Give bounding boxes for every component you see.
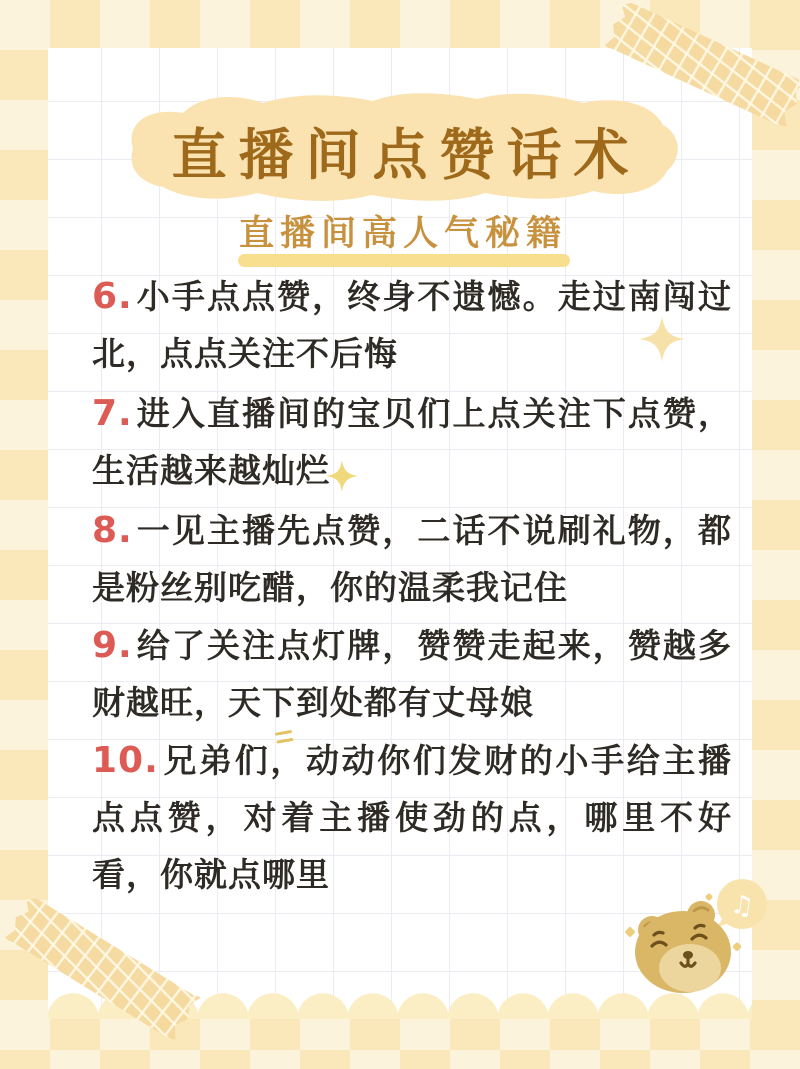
page-subtitle: 直播间高人气秘籍 <box>238 214 567 254</box>
item-number: 8. <box>92 510 133 551</box>
item-text: 兄弟们，动动你们发财的小手给主播点点赞，对着主播使劲的点，哪里不好看，你就点哪里 <box>92 741 732 894</box>
item-text: 小手点点赞，终身不遗憾。走过南闯过北，点点关注不后悔 <box>92 277 732 373</box>
item-number: 10. <box>92 740 159 781</box>
sparkle-icon <box>639 316 685 362</box>
list-item <box>92 268 732 382</box>
bear-nose <box>683 951 693 959</box>
item-number: 7. <box>92 393 133 434</box>
item-text: 进入直播间的宝贝们上点关注下点赞，生活越来越灿烂 <box>92 394 732 490</box>
bear-muzzle <box>659 944 721 992</box>
item-text: 给了关注点灯牌，赞赞走起来，赞越多财越旺，天下到处都有丈母娘 <box>92 626 732 722</box>
item-number: 6. <box>92 276 133 317</box>
page-title: 直播间点赞话术 <box>171 123 641 187</box>
music-note-icon: ♫ <box>728 889 756 923</box>
speech-bubble-icon <box>716 879 767 929</box>
list-item <box>92 385 732 499</box>
sparkle-icon <box>326 460 358 492</box>
item-text: 一见主播先点赞，二话不说刷礼物，都是粉丝别吃醋，你的温柔我记住 <box>92 511 732 607</box>
item-number: 9. <box>92 625 133 666</box>
bear-icon <box>598 858 790 1010</box>
list-item <box>92 617 732 731</box>
list-item <box>92 502 732 616</box>
